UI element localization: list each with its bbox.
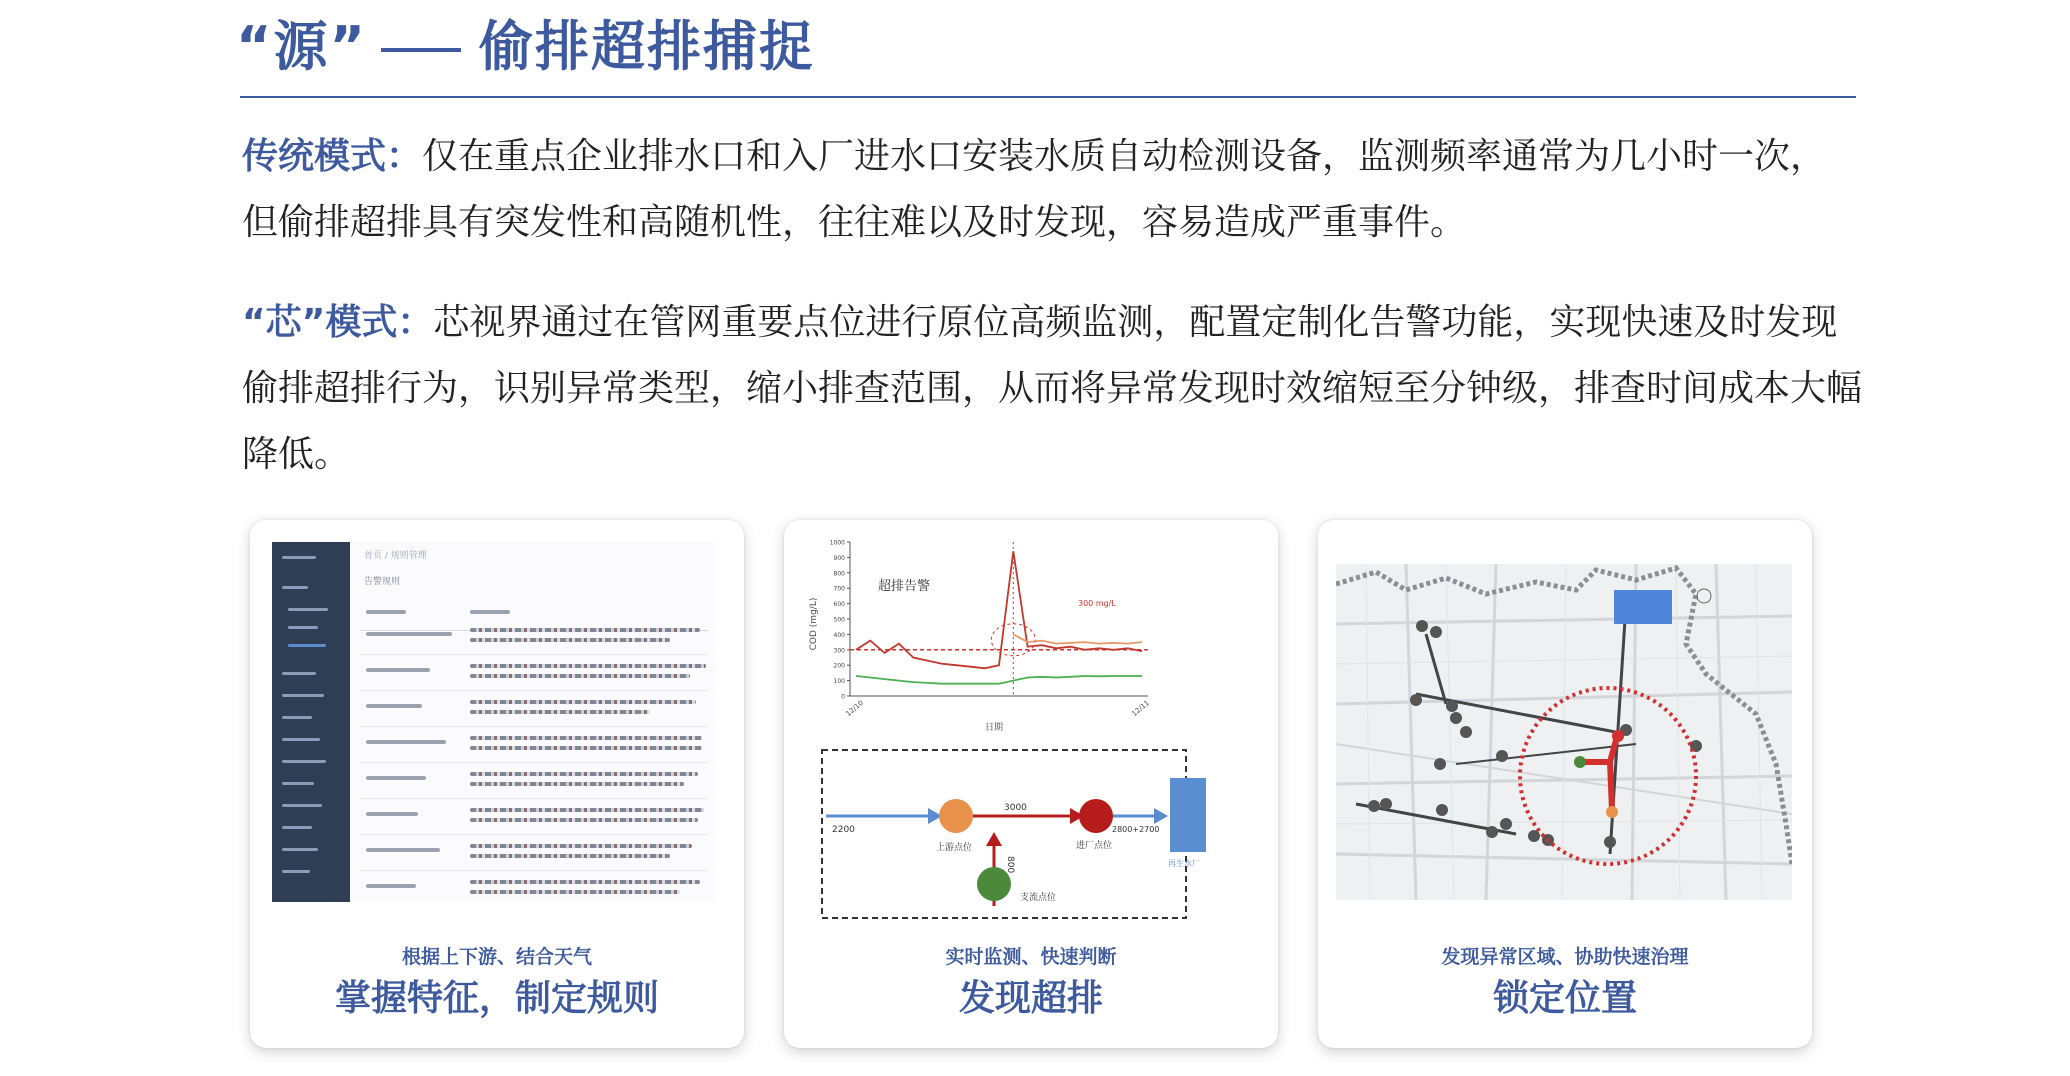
table-row	[360, 726, 708, 763]
card-subtitle: 根据上下游、结合天气	[401, 946, 592, 968]
upstream-point	[1606, 806, 1618, 818]
threshold-label: 300 mg/L	[1078, 599, 1116, 608]
card-locate	[1318, 520, 1812, 1048]
y-tick-label: 500	[833, 616, 845, 624]
title-prefix: “源”	[236, 15, 367, 78]
x-tick-label: 12/10	[844, 698, 866, 719]
y-tick-label: 400	[833, 631, 845, 639]
y-tick-label: 700	[833, 585, 845, 593]
branch-point	[1574, 756, 1586, 768]
title-dash	[381, 48, 461, 52]
x-tick-label: 12/11	[1130, 698, 1152, 719]
y-tick-label: 800	[833, 570, 845, 578]
y-axis-label: COD (mg/L)	[809, 597, 819, 651]
x-axis-label: 日期	[984, 723, 1004, 733]
alert-annotation: 超排告警	[878, 579, 931, 594]
cod-line-chart	[809, 540, 1151, 734]
chart-and-flow	[808, 534, 1258, 934]
title-text: 偷排超排捕捉	[478, 15, 815, 78]
card-detect	[784, 520, 1278, 1048]
paragraph-body: 芯视界通过在管网重要点位进行原位高频监测，配置定制化告警功能，实现快速及时发现偷排超排行为，识别异常类型，缩小排查范围，从而将异常发现时效缩短至分钟级，排查时间成本大幅降低。	[242, 302, 1863, 475]
dashboard-sidebar	[272, 542, 350, 902]
dashboard-section: 告警规则	[364, 577, 401, 587]
branch-label: 支流点位	[1020, 893, 1057, 903]
dashboard-screenshot	[272, 542, 716, 902]
plant-block	[1170, 778, 1206, 852]
locate-map	[1336, 564, 1792, 900]
y-tick-label: 0	[841, 693, 845, 701]
y-tick-label: 900	[833, 554, 845, 562]
paragraph-lead: “芯”模式：	[242, 302, 434, 343]
table-row	[360, 618, 708, 655]
series-line-上游	[1013, 634, 1142, 643]
out-value: 2800+2700	[1112, 825, 1160, 834]
paragraph-lead: 传统模式：	[242, 136, 423, 177]
card-rules	[250, 520, 744, 1048]
card-title: 掌握特征，制定规则	[334, 978, 659, 1019]
paragraph-traditional	[242, 124, 1862, 256]
y-tick-label: 300	[833, 647, 845, 655]
branch-value: 800	[1005, 856, 1015, 874]
title-divider	[240, 96, 1856, 98]
card-subtitle: 实时监测、快速判断	[945, 946, 1117, 968]
inlet-node	[1079, 799, 1113, 833]
table-row	[360, 690, 708, 727]
plant-marker	[1614, 590, 1672, 624]
y-tick-label: 100	[833, 678, 845, 686]
series-line-进厂	[856, 551, 1142, 668]
mid-value: 3000	[1004, 803, 1027, 813]
series-line-支流	[856, 676, 1142, 684]
upstream-node	[939, 799, 973, 833]
table-row	[360, 762, 708, 799]
flow-diagram	[822, 750, 1206, 918]
y-tick-label: 1000	[829, 539, 845, 547]
inlet-point	[1612, 730, 1624, 742]
dashboard-breadcrumb: 首页 / 规则管理	[364, 551, 427, 561]
table-row	[360, 798, 708, 835]
card-title: 锁定位置	[1492, 978, 1637, 1019]
card-subtitle: 发现异常区域、协助快速治理	[1441, 946, 1689, 968]
card-title: 发现超排	[958, 978, 1103, 1019]
inlet-label: 进厂点位	[1076, 841, 1113, 851]
table-row	[360, 654, 708, 691]
table-row	[360, 834, 708, 871]
plant-label: 再生水厂	[1168, 859, 1200, 868]
upstream-label: 上游点位	[936, 843, 973, 853]
table-row	[360, 870, 708, 906]
page-title	[236, 4, 815, 81]
in-value: 2200	[832, 825, 855, 835]
y-tick-label: 600	[833, 601, 845, 609]
paragraph-xin-mode	[242, 290, 1862, 488]
y-tick-label: 200	[833, 662, 845, 670]
paragraph-body: 仅在重点企业排水口和入厂进水口安装水质自动检测设备，监测频率通常为几小时一次，但偷排超排具有突发性和高随机性，往往难以及时发现，容易造成严重事件。	[242, 136, 1827, 243]
